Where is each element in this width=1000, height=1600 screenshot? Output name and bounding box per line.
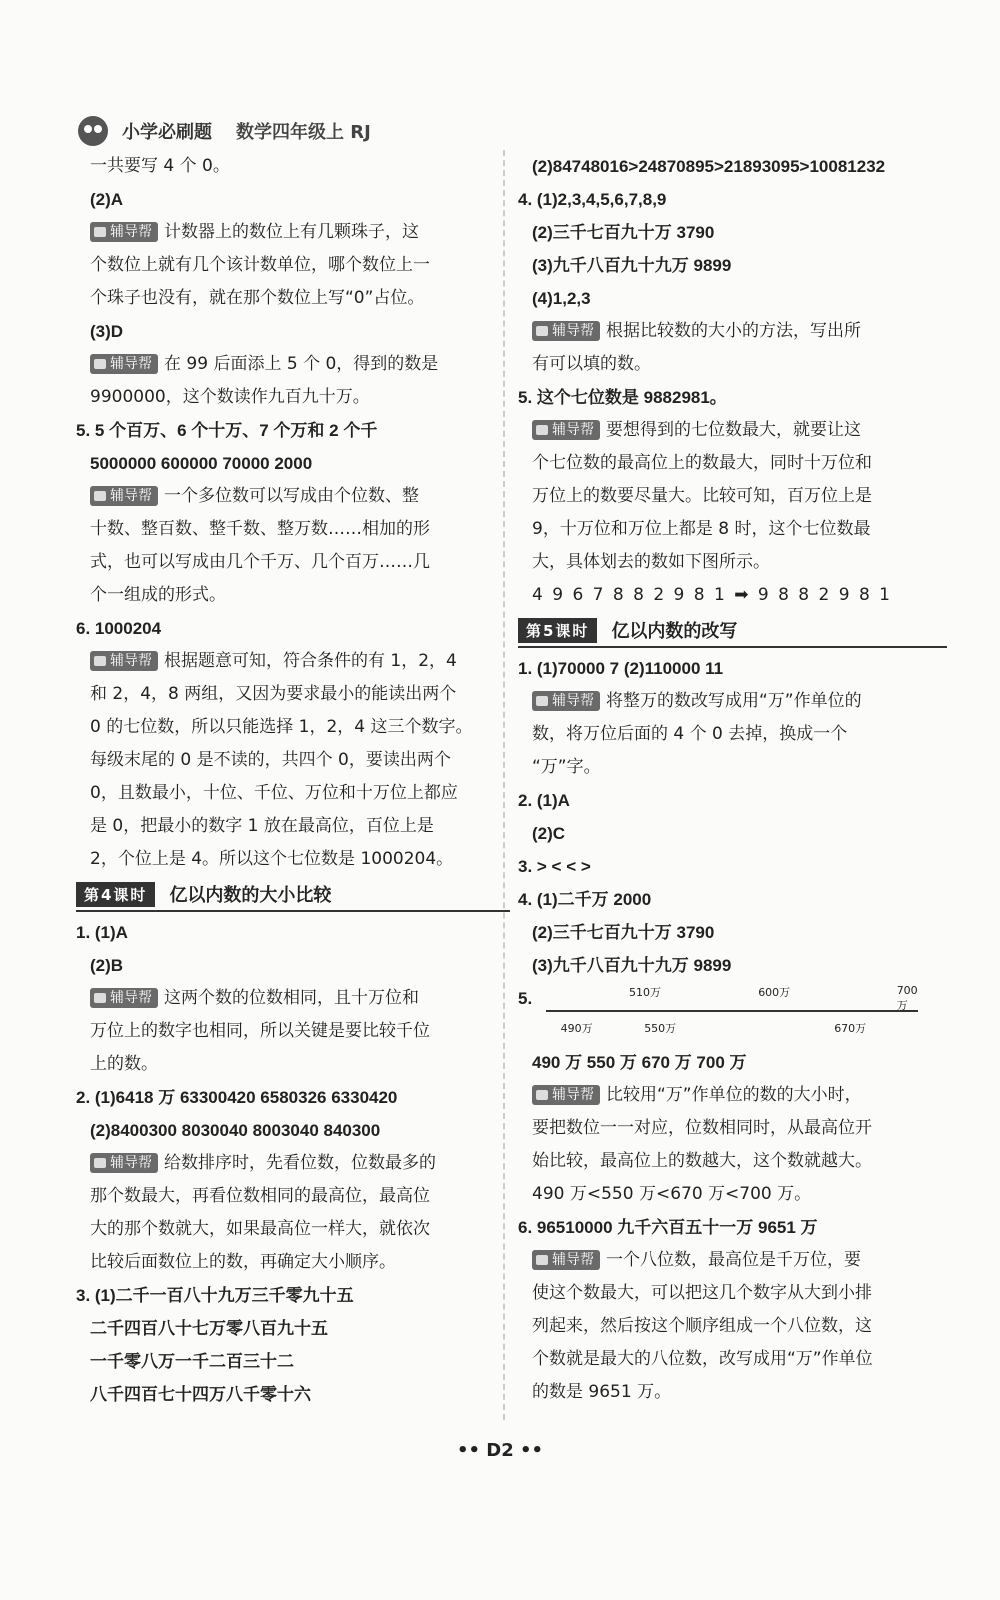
- answer: 二千四百八十七万零八百九十五: [90, 1319, 328, 1338]
- answer: (2)B: [90, 956, 124, 975]
- text-line: 一共要写 4 个 0。: [90, 156, 230, 176]
- explanation-line: 上的数。: [90, 1054, 158, 1074]
- tutor-badge: 辅导帮: [532, 691, 600, 711]
- explanation-line: 2，个位上是 4。所以这个七位数是 1000204。: [90, 849, 454, 869]
- question-5: 5. 这个七位数是 9882981。: [518, 388, 727, 407]
- tutor-badge: 辅导帮: [532, 420, 600, 440]
- answer: (2)A: [90, 190, 124, 209]
- lesson-tag: 第4课时: [76, 882, 155, 907]
- answer: (2)三千七百九十万 3790: [532, 223, 715, 242]
- book-icon: [94, 491, 106, 501]
- number-line-label: 600万: [758, 986, 791, 999]
- number-line-label: 510万: [628, 986, 661, 999]
- question-1: 1. (1)A: [76, 923, 128, 942]
- explanation-line: 比较后面数位上的数，再确定大小顺序。: [90, 1252, 396, 1272]
- explanation-line: 0 的七位数，所以只能选择 1，2，4 这三个数字。: [90, 717, 473, 737]
- tutor-badge: 辅导帮: [90, 222, 158, 242]
- explanation-line: 列起来，然后按这个顺序组成一个八位数，这: [532, 1316, 872, 1336]
- book-icon: [536, 1090, 548, 1100]
- book-subtitle: 数学四年级上 RJ: [236, 122, 371, 143]
- explanation: 辅导帮 计数器上的数位上有几颗珠子，这: [90, 216, 510, 249]
- explanation: 辅导帮 一个八位数，最高位是千万位，要: [532, 1244, 947, 1277]
- explanation-line: 使这个数最大，可以把这几个数字从大到小排: [532, 1283, 872, 1303]
- explanation-line: 每级末尾的 0 是不读的，共四个 0，要读出两个: [90, 750, 451, 770]
- tutor-badge: 辅导帮: [90, 354, 158, 374]
- explanation-line: 9，十万位和万位上都是 8 时，这个七位数最: [532, 519, 871, 539]
- tutor-badge: 辅导帮: [532, 1250, 600, 1270]
- lesson-5-heading: [518, 614, 947, 648]
- lesson-title: 亿以内数的改写: [611, 621, 738, 642]
- explanation-line: 始比较，最高位上的数越大，这个数就越大。: [532, 1151, 872, 1171]
- explanation: 辅导帮 给数排序时，先看位数，位数最多的: [90, 1147, 510, 1180]
- question-1: 1. (1)70000 7 (2)110000 11: [518, 659, 724, 678]
- tutor-badge: 辅导帮: [532, 1085, 600, 1105]
- lesson-title: 亿以内数的大小比较: [169, 885, 332, 906]
- explanation-line: 式，也可以写成由几个千万、几个百万……几: [90, 552, 430, 572]
- book-icon: [94, 656, 106, 666]
- book-brand: 小学必刷题: [122, 122, 212, 143]
- explanation: 辅导帮 一个多位数可以写成由个位数、整: [90, 480, 510, 513]
- book-icon: [94, 1158, 106, 1168]
- explanation: 辅导帮 这两个数的位数相同，且十万位和: [90, 982, 510, 1015]
- explanation-line: 万位上的数要尽量大。比较可知，百万位上是: [532, 486, 872, 506]
- tutor-badge: 辅导帮: [90, 486, 158, 506]
- lesson-tag: 第5课时: [518, 618, 597, 643]
- explanation: 辅导帮 比较用“万”作单位的数的大小时，: [532, 1079, 947, 1112]
- page-number: •• D2 ••: [456, 1440, 544, 1461]
- explanation-line: 9900000，这个数读作九百九十万。: [90, 387, 370, 407]
- explanation-line: 个七位数的最高位上的数最大，同时十万位和: [532, 453, 872, 473]
- question-6: 6. 1000204: [76, 619, 162, 638]
- answer: (2)C: [532, 824, 566, 843]
- answer: (2)84748016>24870895>21893095>10081232: [532, 157, 886, 176]
- explanation-line: 大的那个数就大，如果最高位一样大，就依次: [90, 1219, 430, 1239]
- question-5-label: 5.: [518, 989, 533, 1008]
- number-line-label: 490万: [560, 1022, 593, 1035]
- answer: (3)D: [90, 322, 124, 341]
- book-icon: [536, 1255, 548, 1265]
- answer: (2)三千七百九十万 3790: [532, 923, 715, 942]
- question-4: 4. (1)二千万 2000: [518, 890, 652, 909]
- answer: 490 万 550 万 670 万 700 万: [532, 1053, 747, 1072]
- answer: 一千零八万一千二百三十二: [90, 1352, 294, 1371]
- explanation-line: 个珠子也没有，就在那个数位上写“0”占位。: [90, 288, 425, 308]
- answer: (3)九千八百九十九万 9899: [532, 256, 732, 275]
- explanation-line: 个数位上就有几个该计数单位，哪个数位上一: [90, 255, 430, 275]
- explanation-line: “万”字。: [532, 757, 601, 777]
- book-icon: [536, 326, 548, 336]
- explanation-line: 要把数位一一对应，位数相同时，从最高位开: [532, 1118, 872, 1138]
- answer: (4)1,2,3: [532, 289, 591, 308]
- explanation-line: 0，且数最小，十位、千位、万位和十万位上都应: [90, 783, 458, 803]
- left-column: [76, 150, 510, 1411]
- book-icon: [536, 425, 548, 435]
- lesson-4-heading: [76, 878, 510, 912]
- book-icon: [94, 359, 106, 369]
- number-line-label: 700万: [896, 984, 918, 1012]
- book-icon: [94, 993, 106, 1003]
- explanation-line: 十数、整百数、整千数、整万数……相加的形: [90, 519, 430, 539]
- explanation-line: 和 2，4，8 两组，又因为要求最小的能读出两个: [90, 684, 457, 704]
- explanation-line: 有可以填的数。: [532, 354, 651, 374]
- explanation-line: 万位上的数字也相同，所以关键是要比较千位: [90, 1021, 430, 1041]
- digit-strike-diagram: 4 9 6 7 8 8 2 9 8 1 ➡ 9 8 8 2 9 8 1: [532, 585, 892, 605]
- tutor-badge: 辅导帮: [532, 321, 600, 341]
- answer: 八千四百七十四万八千零十六: [90, 1385, 311, 1404]
- explanation-line: 那个数最大，再看位数相同的最高位，最高位: [90, 1186, 430, 1206]
- question-3: 3. (1)二千一百八十九万三千零九十五: [76, 1286, 354, 1305]
- mascot-logo-icon: [78, 116, 108, 146]
- explanation: 辅导帮 要想得到的七位数最大，就要让这: [532, 414, 947, 447]
- explanation: 辅导帮 根据比较数的大小的方法，写出所: [532, 315, 947, 348]
- tutor-badge: 辅导帮: [90, 988, 158, 1008]
- question-2: 2. (1)6418 万 63300420 6580326 6330420: [76, 1088, 398, 1107]
- question-5: 5. 5 个百万、6 个十万、7 个万和 2 个千: [76, 421, 378, 440]
- page-header: [78, 114, 371, 148]
- explanation: 辅导帮 在 99 后面添上 5 个 0，得到的数是: [90, 348, 510, 381]
- tutor-badge: 辅导帮: [90, 1153, 158, 1173]
- question-5-numberline: [518, 982, 947, 1046]
- question-6: 6. 96510000 九千六百五十一万 9651 万: [518, 1218, 818, 1237]
- explanation-line: 大，具体划去的数如下图所示。: [532, 552, 770, 572]
- explanation-line: 是 0，把最小的数字 1 放在最高位，百位上是: [90, 816, 434, 836]
- explanation: 辅导帮 将整万的数改写成用“万”作单位的: [532, 685, 947, 718]
- number-line-label: 550万: [644, 1022, 677, 1035]
- tutor-badge: 辅导帮: [90, 651, 158, 671]
- explanation-line: 数，将万位后面的 4 个 0 去掉，换成一个: [532, 724, 848, 744]
- explanation: 辅导帮 根据题意可知，符合条件的有 1，2，4: [90, 645, 510, 678]
- answer: (2)8400300 8030040 8003040 840300: [90, 1121, 381, 1140]
- explanation-line: 个一组成的形式。: [90, 585, 226, 605]
- question-2: 2. (1)A: [518, 791, 570, 810]
- answer: 5000000 600000 70000 2000: [90, 454, 313, 473]
- right-column: [518, 150, 947, 1409]
- explanation-line: 的数是 9651 万。: [532, 1382, 672, 1402]
- book-icon: [94, 227, 106, 237]
- number-line: [546, 982, 926, 1046]
- book-icon: [536, 696, 548, 706]
- number-line-axis: [546, 1010, 918, 1012]
- question-3: 3. > < < >: [518, 857, 591, 876]
- explanation-line: 个数就是最大的八位数，改写成用“万”作单位: [532, 1349, 873, 1369]
- explanation-line: 490 万<550 万<670 万<700 万。: [532, 1184, 812, 1204]
- question-4: 4. (1)2,3,4,5,6,7,8,9: [518, 190, 667, 209]
- answer: (3)九千八百九十九万 9899: [532, 956, 732, 975]
- number-line-label: 670万: [834, 1022, 867, 1035]
